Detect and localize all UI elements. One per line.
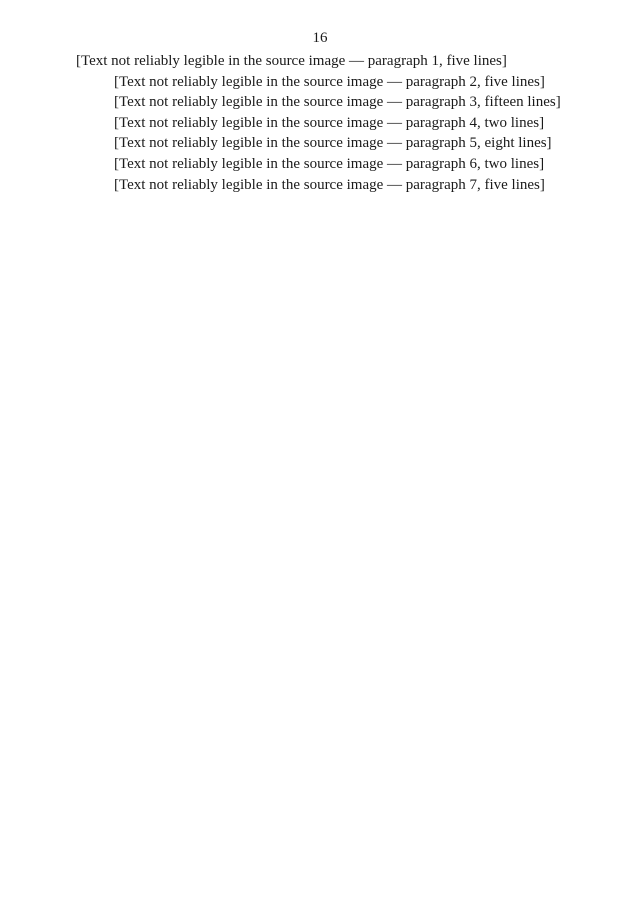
paragraph-42: [Text not reliably legible in the source image — paragraph 2, five lines]: [114, 73, 545, 90]
paragraph-44: [Text not reliably legible in the source image — paragraph 5, eight lines]: [114, 135, 552, 152]
paragraph-45: [Text not reliably legible in the source image — paragraph 7, five lines]: [114, 176, 545, 193]
paragraph-continuation: [Text not reliably legible in the source image — paragraph 1, five lines]: [76, 53, 507, 69]
paragraph-43: [Text not reliably legible in the source image — paragraph 3, fifteen lines]: [114, 94, 561, 111]
paragraph-44-max-time: [Text not reliably legible in the source image — paragraph 6, two lines]: [114, 155, 545, 172]
document-body: [76, 52, 616, 196]
paragraph-43-max-time: [Text not reliably legible in the source image — paragraph 4, two lines]: [114, 114, 545, 131]
page-number: 16: [312, 30, 328, 46]
